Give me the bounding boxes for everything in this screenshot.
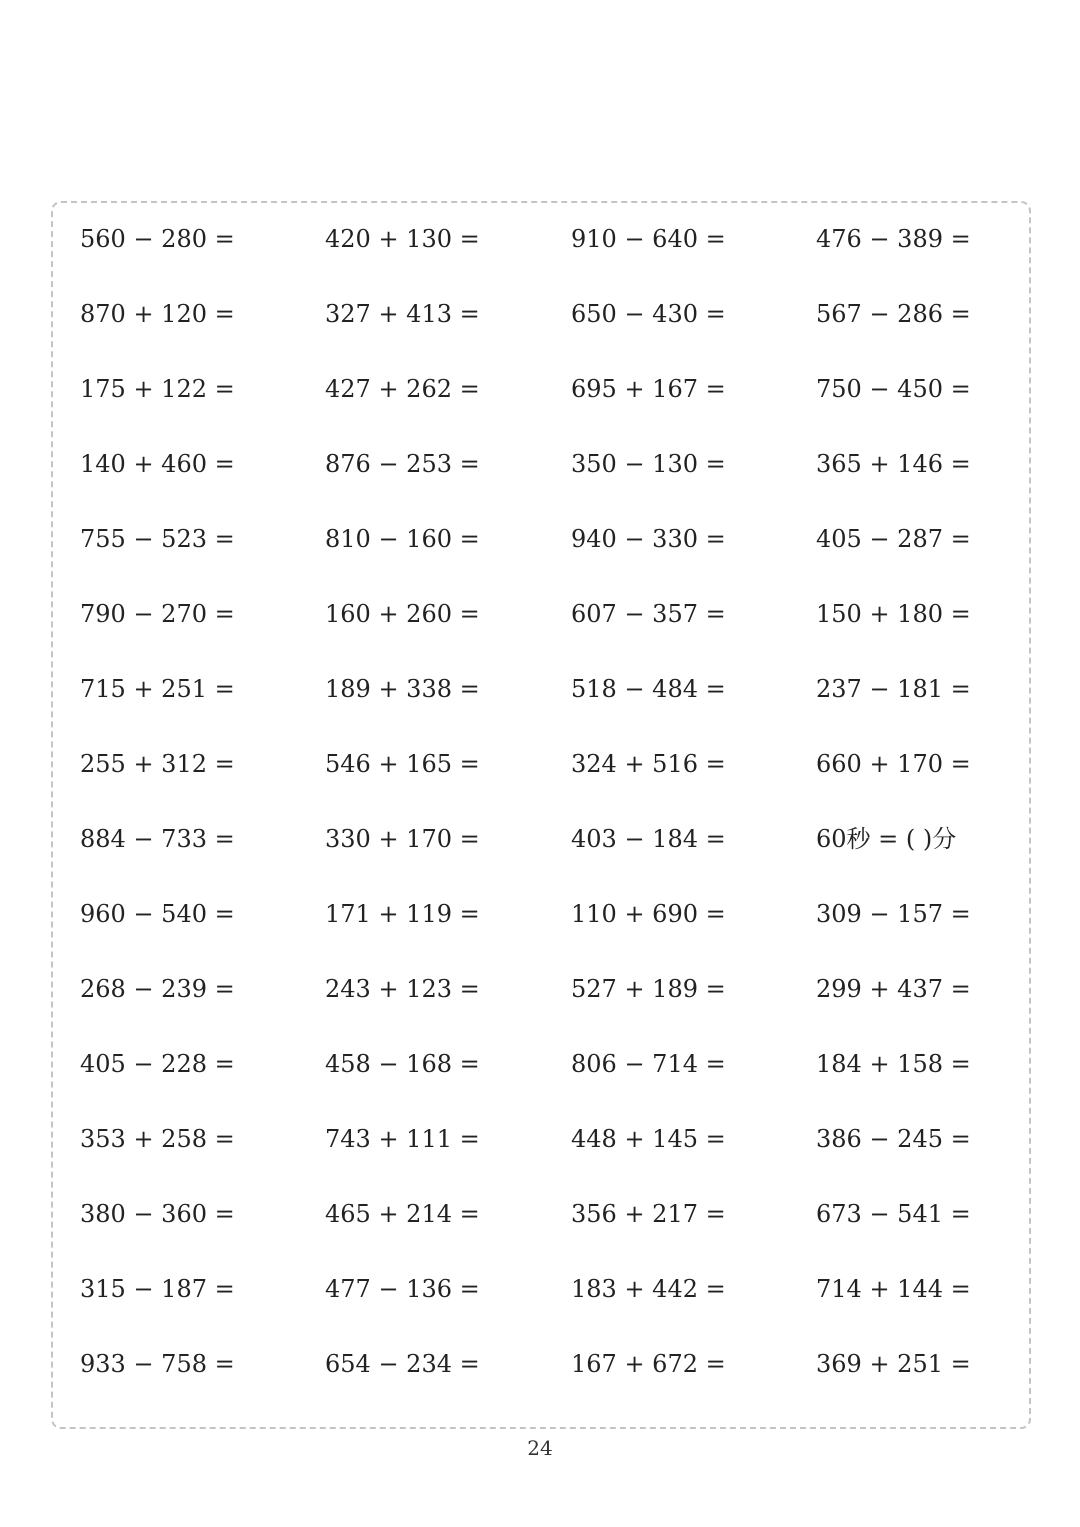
math-problem: 175 + 122 = (80, 375, 235, 403)
math-problem: 140 + 460 = (80, 450, 235, 478)
problem-row (53, 744, 1029, 784)
math-problem: 806 − 714 = (571, 1050, 726, 1078)
math-problem: 458 − 168 = (325, 1050, 480, 1078)
math-problem: 420 + 130 = (325, 225, 480, 253)
math-problem: 960 − 540 = (80, 900, 235, 928)
math-problem: 405 − 287 = (816, 525, 971, 553)
problem-row (53, 519, 1029, 559)
math-problem: 650 − 430 = (571, 300, 726, 328)
math-problem: 546 + 165 = (325, 750, 480, 778)
math-problem: 715 + 251 = (80, 675, 235, 703)
math-problem: 695 + 167 = (571, 375, 726, 403)
math-problem: 110 + 690 = (571, 900, 726, 928)
math-problem: 567 − 286 = (816, 300, 971, 328)
math-problem: 150 + 180 = (816, 600, 971, 628)
math-problem: 427 + 262 = (325, 375, 480, 403)
math-problem: 910 − 640 = (571, 225, 726, 253)
problem-row (53, 594, 1029, 634)
problem-row (53, 1344, 1029, 1384)
math-problem: 255 + 312 = (80, 750, 235, 778)
problem-row (53, 819, 1029, 859)
math-problem: 369 + 251 = (816, 1350, 971, 1378)
math-problem: 743 + 111 = (325, 1125, 480, 1153)
math-problem: 327 + 413 = (325, 300, 480, 328)
math-problem: 870 + 120 = (80, 300, 235, 328)
math-problem: 673 − 541 = (816, 1200, 971, 1228)
math-problem: 560 − 280 = (80, 225, 235, 253)
math-problem: 237 − 181 = (816, 675, 971, 703)
problem-row (53, 1044, 1029, 1084)
math-problem: 167 + 672 = (571, 1350, 726, 1378)
problem-row (53, 1194, 1029, 1234)
math-problem: 876 − 253 = (325, 450, 480, 478)
problem-row (53, 444, 1029, 484)
math-problem: 403 − 184 = (571, 825, 726, 853)
math-problem: 183 + 442 = (571, 1275, 726, 1303)
math-problem: 884 − 733 = (80, 825, 235, 853)
worksheet-box (51, 201, 1031, 1429)
problem-row (53, 894, 1029, 934)
math-problem: 184 + 158 = (816, 1050, 971, 1078)
math-problem: 654 − 234 = (325, 1350, 480, 1378)
math-problem: 60秒 = ( )分 (816, 825, 957, 853)
math-problem: 365 + 146 = (816, 450, 971, 478)
math-problem: 940 − 330 = (571, 525, 726, 553)
problem-row (53, 1119, 1029, 1159)
math-problem: 268 − 239 = (80, 975, 235, 1003)
math-problem: 527 + 189 = (571, 975, 726, 1003)
math-problem: 518 − 484 = (571, 675, 726, 703)
problem-row (53, 369, 1029, 409)
math-problem: 309 − 157 = (816, 900, 971, 928)
math-problem: 330 + 170 = (325, 825, 480, 853)
math-problem: 477 − 136 = (325, 1275, 480, 1303)
math-problem: 315 − 187 = (80, 1275, 235, 1303)
math-problem: 660 + 170 = (816, 750, 971, 778)
page-number: 24 (527, 1436, 553, 1460)
math-problem: 386 − 245 = (816, 1125, 971, 1153)
math-problem: 353 + 258 = (80, 1125, 235, 1153)
math-problem: 714 + 144 = (816, 1275, 971, 1303)
math-problem: 755 − 523 = (80, 525, 235, 553)
problem-row (53, 294, 1029, 334)
problem-row (53, 219, 1029, 259)
math-problem: 160 + 260 = (325, 600, 480, 628)
problem-row (53, 1269, 1029, 1309)
math-problem: 356 + 217 = (571, 1200, 726, 1228)
math-problem: 933 − 758 = (80, 1350, 235, 1378)
math-problem: 243 + 123 = (325, 975, 480, 1003)
math-problem: 810 − 160 = (325, 525, 480, 553)
math-problem: 607 − 357 = (571, 600, 726, 628)
problem-row (53, 669, 1029, 709)
math-problem: 171 + 119 = (325, 900, 480, 928)
math-problem: 750 − 450 = (816, 375, 971, 403)
math-problem: 324 + 516 = (571, 750, 726, 778)
math-problem: 465 + 214 = (325, 1200, 480, 1228)
math-problem: 476 − 389 = (816, 225, 971, 253)
math-problem: 299 + 437 = (816, 975, 971, 1003)
math-problem: 405 − 228 = (80, 1050, 235, 1078)
math-problem: 448 + 145 = (571, 1125, 726, 1153)
problem-row (53, 969, 1029, 1009)
math-problem: 380 − 360 = (80, 1200, 235, 1228)
math-problem: 790 − 270 = (80, 600, 235, 628)
math-problem: 350 − 130 = (571, 450, 726, 478)
math-problem: 189 + 338 = (325, 675, 480, 703)
